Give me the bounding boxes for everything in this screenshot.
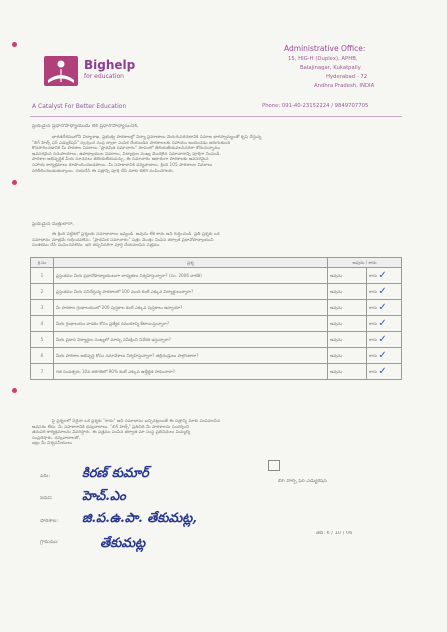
checkmark-icon: ✓ bbox=[378, 318, 387, 330]
designation-label: పదవి: bbox=[40, 496, 53, 501]
paragraph-line: ఇట్లు మీ విశ్వసనీయులు bbox=[32, 440, 72, 446]
hole-punch-top bbox=[12, 42, 17, 47]
row-number: 2 bbox=[31, 284, 54, 300]
paragraph-line: సహాయ కార్యక్రమాలు రూపొందించబడతాయి. మీ సహకారానికి ధన్యవాదాలు. క్రింది 105 పాఠశాలల వివరాలు bbox=[32, 161, 213, 167]
yes-cell: అవును bbox=[328, 268, 367, 284]
name-label: పేరు: bbox=[40, 474, 51, 479]
office-title: Administrative Office: bbox=[284, 44, 366, 53]
paragraph-line: అవసరం లేదు. మీ సహకారానికి ధన్యవాదాలు. "బిగ్ హెల్ప్" ప్రతినిధి మీ పాఠశాలను సందర్శించి bbox=[32, 423, 190, 429]
paragraph-line: భారతదేశములోని విద్యాశాఖ, ప్రభుత్వ పాఠశాలల్లో విద్యా ప్రమాణాలు మెరుగుపరచటానికి సమాజ భాగస్వామ్యంతో కృషి చేస్తున్న bbox=[52, 134, 262, 139]
instructions-paragraph bbox=[32, 231, 402, 248]
question-cell: మీరు గ్రంథాలయం వాడకం కోసం ప్రత్యేక సమయాన్ని కేటాయిస్తున్నారా? bbox=[54, 316, 328, 332]
paragraph-line: పరిశీలించబడుతున్నాయి. దయచేసి ఈ పత్రాన్ని పూర్తి చేసి మాకు తిరిగి పంపించగలరు. bbox=[32, 167, 175, 173]
table-row bbox=[31, 364, 402, 380]
no-cell bbox=[367, 348, 402, 364]
row-number: 4 bbox=[31, 316, 54, 332]
table-row bbox=[31, 316, 402, 332]
question-cell: మీ పాఠశాల గ్రంథాలయంలో 200 పుస్తకాల కంటే ఎక్కువ పుస్తకాలు ఉన్నాయా? bbox=[54, 300, 328, 316]
table-row bbox=[31, 300, 402, 316]
handwritten-name: కిరణ్ కుమార్ bbox=[82, 466, 149, 481]
paragraph-line: సంతకము చేసి పంపించవలెను. ఇది తప్పనిసరిగా పూర్తి చేయవలసిన పత్రము. bbox=[32, 242, 161, 248]
question-cell: మీరు ప్రధాన విద్యార్థుల సంఖ్యలో మార్పు సమీక్షించి నివేదిక ఇస్తున్నారా? bbox=[54, 332, 328, 348]
row-number: 6 bbox=[31, 348, 54, 364]
hole-punch-middle bbox=[12, 180, 17, 185]
yes-cell: అవును bbox=[328, 284, 367, 300]
paragraph-line: సంప్రదిస్తారు. ధన్యవాదాలతో, bbox=[32, 434, 81, 440]
org-signature-label: బిగ్ హెల్ప్ ఫర్ ఎడ్యుకేషన్ bbox=[278, 479, 327, 484]
salutation: ప్రియమైన ప్రధానోపాధ్యాయుడు లేక ప్రధానోపాధ్యాయినికి, bbox=[32, 124, 139, 129]
checkmark-icon: ✓ bbox=[378, 270, 387, 282]
paragraph-line: ఈ క్రింది పట్టికలో ప్రశ్నలకు సమాధానాలు ఇవ్వండి. అవును లేక కాదు అని గుర్తించండి. ప్రతి ప్రశ్నకు ఒక bbox=[52, 231, 220, 236]
checklist-table bbox=[30, 257, 402, 380]
logo-icon bbox=[44, 56, 78, 86]
checkmark-icon: ✓ bbox=[378, 350, 387, 362]
body-paragraph bbox=[32, 134, 402, 173]
no-label: కాదు bbox=[369, 337, 378, 343]
paragraph-line: కొనసాగించడానికి మీ పాఠశాల వివరాలు "ప్రాథమిక సమాచారం" రూపంలో తెలియజేయవలసినదిగా కోరుచున్నాము bbox=[32, 145, 221, 151]
row-number: 7 bbox=[31, 364, 54, 380]
handwritten-village: తేకుమట్ల bbox=[100, 536, 146, 551]
address-line: Balajinagar, Kukatpally bbox=[300, 65, 361, 71]
yes-cell: అవును bbox=[328, 348, 367, 364]
handwritten-school: జి.ప.ఉ.పా. తేకుమట్ల, bbox=[82, 511, 197, 526]
header-cell: క్ర.సం bbox=[31, 258, 54, 268]
closing-paragraph bbox=[32, 418, 402, 446]
no-cell bbox=[367, 316, 402, 332]
paragraph-line: తదుపరి కార్యక్రమాలను వివరిస్తారు. ఈ పత్రము పంపిన తర్వాత మా సంస్థ ప్రతినిధులు మిమ్మల్ని bbox=[32, 429, 191, 435]
yes-cell: అవును bbox=[328, 316, 367, 332]
table-row bbox=[31, 268, 402, 284]
checkmark-icon: ✓ bbox=[378, 366, 387, 378]
tagline: A Catalyst For Better Education bbox=[32, 103, 127, 110]
table-row bbox=[31, 348, 402, 364]
question-cell: ప్రస్తుతము మీరు ప్రధానోపాధ్యాయులుగా బాధ్యతలు నిర్వహిస్తున్నారా? (సం. 2006 నాటికి) bbox=[54, 268, 328, 284]
date-label: తేది: 6 / 10 / 06 bbox=[316, 531, 353, 536]
header-cell: అవును / కాదు bbox=[328, 258, 402, 268]
brand-name: Bighelp bbox=[84, 58, 136, 72]
paragraph-line: అవసరమైన సదుపాయాలు, ఉపాధ్యాయుల వివరాలు, విద్యార్థుల సంఖ్య మొదలైన సమాచారాన్ని పూర్తిగా నింపండి. bbox=[32, 150, 221, 156]
checkmark-icon: ✓ bbox=[378, 286, 387, 298]
checkmark-icon: ✓ bbox=[378, 302, 387, 314]
hole-punch-bottom bbox=[12, 388, 17, 393]
no-label: కాదు bbox=[369, 305, 378, 311]
paragraph-line: పాఠశాల అభివృద్ధికి మీరు సూచనలు తెలియజేయవచ్చు. ఈ సమాచారం ఆధారంగా పాఠశాలకు అవసరమైన bbox=[32, 156, 209, 162]
paragraph-line: "బిగ్ హెల్ప్ ఫర్ ఎడ్యుకేషన్" స్వచ్ఛంద సంస్థ ద్వారా ఎంపిక చేయబడిన పాఠశాలలకు సహాయం అందించడం జరుగుతుంది bbox=[32, 139, 231, 145]
row-number: 5 bbox=[31, 332, 54, 348]
no-cell bbox=[367, 268, 402, 284]
yes-cell: అవును bbox=[328, 300, 367, 316]
table-row bbox=[31, 284, 402, 300]
address-line: Hyderabad - 72 bbox=[326, 74, 368, 80]
yes-cell: అవును bbox=[328, 364, 367, 380]
question-cell: ప్రస్తుతము మీరు పనిచేస్తున్న పాఠశాలలో 100 మంది కంటే ఎక్కువ విద్యార్థులున్నారా? bbox=[54, 284, 328, 300]
address-phone: Phone: 091-40-23152224 / 9849707705 bbox=[262, 103, 369, 109]
no-cell bbox=[367, 364, 402, 380]
paragraph-line: సమాధానం మాత్రమే గుర్తించవలెను. "ప్రాథమిక సమాచారం" పత్రం మొత్తం నింపిన తర్వాత ప్రధానోపాధ్యాయుని bbox=[32, 236, 214, 242]
address-line: Andhra Pradesh, INDIA bbox=[314, 83, 375, 89]
stamp-box bbox=[268, 460, 280, 471]
village-label: గ్రామము: bbox=[40, 540, 59, 545]
row-number: 3 bbox=[31, 300, 54, 316]
paragraph-line: పై ప్రశ్నలలో ఏదైనా ఒక ప్రశ్నకు "కాదు" అని సమాధానం ఇచ్చినట్లయితే ఈ పత్రాన్ని మాకు పంపవలసిన bbox=[52, 418, 221, 423]
salutation-2: ప్రియమైన మిత్రులారా, bbox=[32, 222, 75, 227]
question-cell: గత సంవత్సరం 10వ తరగతిలో 90% కంటే ఎక్కువ ఉత్తీర్ణత సాధించారా? bbox=[54, 364, 328, 380]
no-cell bbox=[367, 300, 402, 316]
question-cell: మీరు పాఠశాల అభివృద్ధి కోసం సమావేశాలు నిర్వహిస్తున్నారా? తల్లిదండ్రులు పాల్గొంటారా? bbox=[54, 348, 328, 364]
table-header-row bbox=[31, 258, 402, 268]
no-cell bbox=[367, 284, 402, 300]
address-line: 15, HIG-H (Duplex), APHB, bbox=[288, 56, 358, 62]
handwritten-designation: హెచ్.ఎం bbox=[82, 489, 126, 504]
no-cell bbox=[367, 332, 402, 348]
checkmark-icon: ✓ bbox=[378, 334, 387, 346]
no-label: కాదు bbox=[369, 353, 378, 359]
brand-subtitle: for education bbox=[84, 73, 124, 80]
table-row bbox=[31, 332, 402, 348]
no-label: కాదు bbox=[369, 273, 378, 279]
no-label: కాదు bbox=[369, 321, 378, 327]
yes-cell: అవును bbox=[328, 332, 367, 348]
no-label: కాదు bbox=[369, 289, 378, 295]
row-number: 1 bbox=[31, 268, 54, 284]
header-cell: ప్రశ్న bbox=[54, 258, 328, 268]
school-label: పాఠశాల: bbox=[40, 519, 59, 524]
no-label: కాదు bbox=[369, 369, 378, 375]
header-divider bbox=[30, 116, 402, 117]
